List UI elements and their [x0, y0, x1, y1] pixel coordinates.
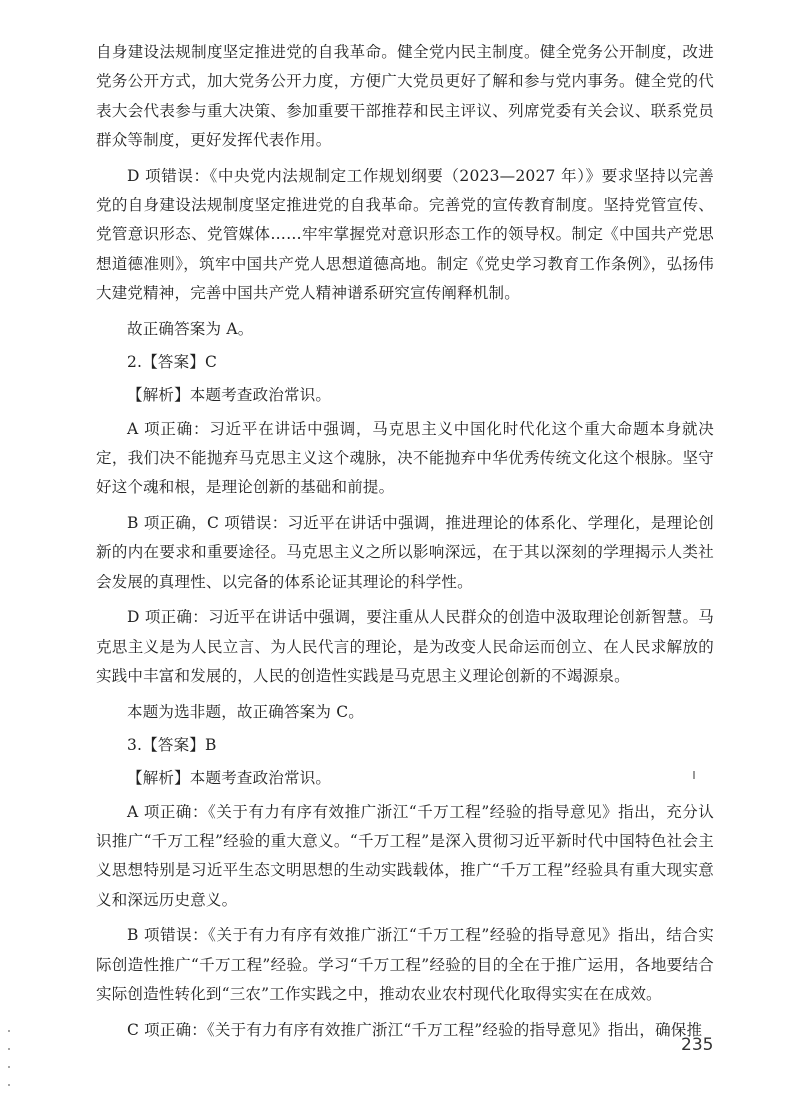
scan-dot: [8, 1084, 10, 1086]
paragraph-continued: 自身建设法规制度坚定推进党的自我革命。健全党内民主制度。健全党务公开制度，改进党务公开方式，加大党务公开力度，方便广大党员更好了解和参与党内事务。健全党的代表大会代表参与重大决策、参加重要干部推荐和民主评议、列席党委有关会议、联系党员群众等制度，更好发挥代表作用。: [96, 43, 714, 149]
scan-margin-mark: [693, 771, 695, 779]
q2-option-a-analysis: A 项正确：习近平在讲话中强调，马克思主义中国化时代化这个重大命题本身就决定，我们决不能抛弃马克思主义这个魂脉，决不能抛弃中华优秀传统文化这个根脉。坚守好这个魂和根，是理论创新的基础和前提。: [96, 419, 714, 497]
scan-dot: [8, 1030, 10, 1032]
scan-dot: [8, 1048, 10, 1050]
document-body: [96, 38, 714, 1052]
question-3-answer-heading: 3.【答案】B: [127, 736, 217, 755]
question-3-analysis-heading: 【解析】本题考查政治常识。: [127, 769, 332, 788]
question-2-analysis-heading: 【解析】本题考查政治常识。: [127, 386, 332, 405]
scan-dot: [8, 1066, 10, 1068]
paragraph-answer-q2: 本题为选非题，故正确答案为 C。: [127, 702, 364, 721]
q3-option-c-analysis: C 项正确：《关于有力有序有效推广浙江“千万工程”经验的指导意见》指出，确保推: [127, 1020, 703, 1039]
q2-option-b-c-analysis: B 项正确，C 项错误：习近平在讲话中强调，推进理论的体系化、学理化，是理论创新的内在要求和重要途径。马克思主义之所以影响深远，在于其以深刻的学理揭示人类社会发展的真理性、以完备的体系论证其理论的科学性。: [96, 513, 714, 591]
q3-option-a-analysis: A 项正确：《关于有力有序有效推广浙江“千万工程”经验的指导意见》指出，充分认识推广“千万工程”经验的重大意义。“千万工程”是深入贯彻习近平新时代中国特色社会主义思想特别是习近平生态文明思想的生动实践载体，推广“千万工程”经验具有重大现实意义和深远历史意义。: [96, 802, 714, 909]
q2-option-d-analysis: D 项正确：习近平在讲话中强调，要注重从人民群众的创造中汲取理论创新智慧。马克思主义是为人民立言、为人民代言的理论，是为改变人民命运而创立、在人民求解放的实践中丰富和发展的，人民的创造性实践是马克思主义理论创新的不竭源泉。: [96, 608, 714, 685]
paragraph-option-d-analysis: D 项错误：《中央党内法规制定工作规划纲要（2023—2027 年）》要求坚持以完善党的自身建设法规制度坚定推进党的自我革命。完善党的宣传教育制度。坚持党管宣传、党管意识形态、党管媒体……牢牢掌握党对意识形态工作的领导权。制定《中国共产党思想道德准则》，筑牢中国共产党人思想道德高地。制定《党史学习教育工作条例》，弘扬伟大建党精神，完善中国共产党人精神谱系研究宣传阐释机制。: [96, 166, 714, 302]
q3-option-b-analysis: B 项错误：《关于有力有序有效推广浙江“千万工程”经验的指导意见》指出，结合实际创造性推广“千万工程”经验。学习“千万工程”经验的目的全在于推广运用，各地要结合实际创造性转化到“三农”工作实践之中，推动农业农村现代化取得实实在在成效。: [96, 926, 714, 1003]
page-number: 235: [681, 1035, 714, 1055]
paragraph-answer-q1: 故正确答案为 A。: [127, 319, 254, 338]
question-2-answer-heading: 2.【答案】C: [127, 352, 218, 371]
